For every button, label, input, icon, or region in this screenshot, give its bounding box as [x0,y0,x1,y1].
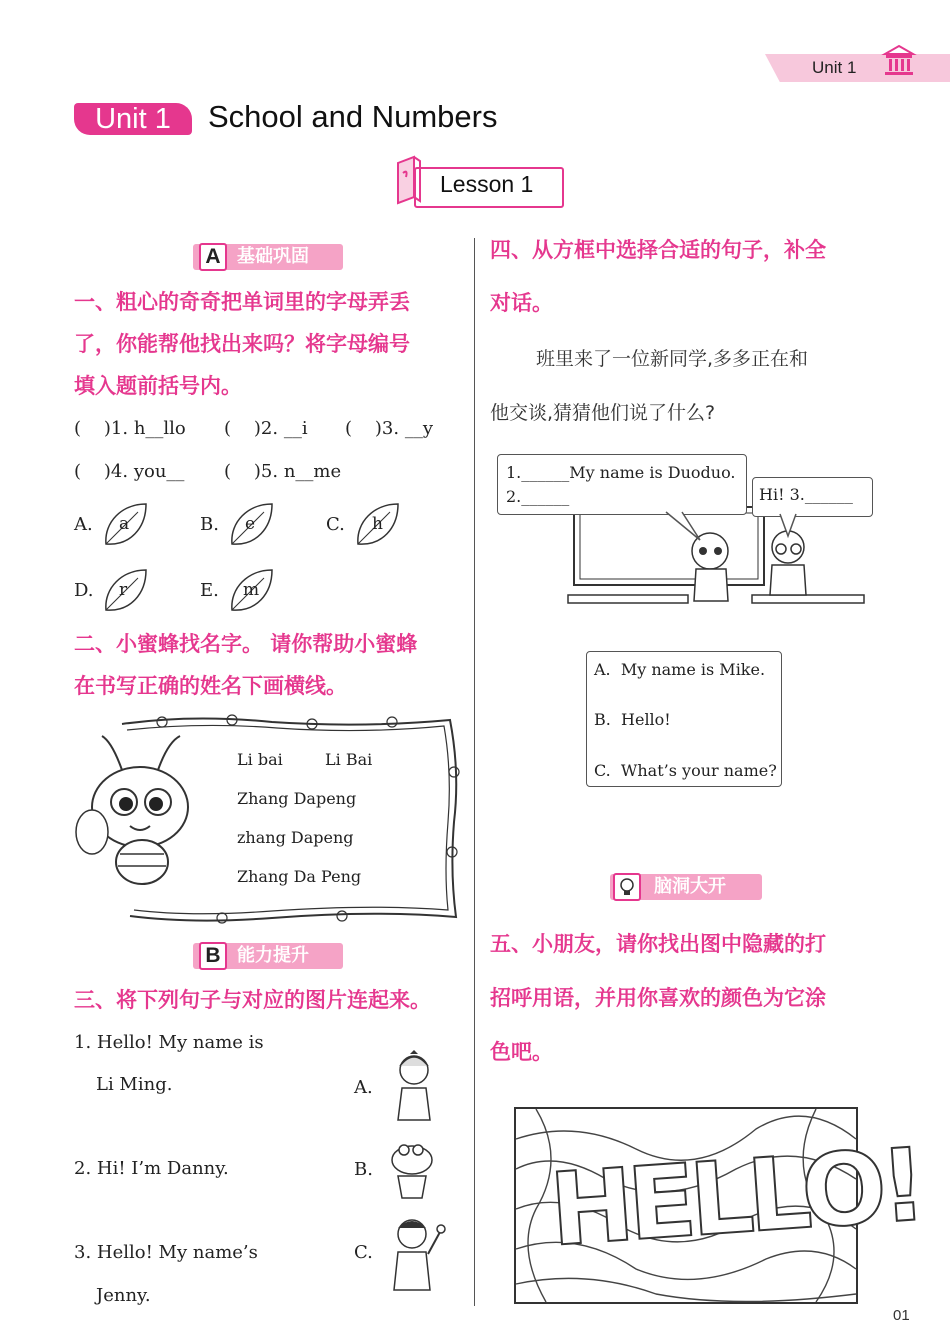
q3-sentence: 1. Hello! My name is [74,1032,264,1053]
lightbulb-icon [613,873,641,901]
hello-maze-illustration [514,1107,925,1304]
section-b-letter: B [199,942,227,970]
choice-item: B. Hello! [594,710,671,729]
bubble-right-text: Hi! 3.______ [759,485,853,504]
bubble-left-line: 2.______ [506,487,570,506]
crocodile-illustration [384,1138,440,1202]
q3-sentence: Li Ming. [96,1074,173,1095]
q3-sentence: 2. Hi! I’m Danny. [74,1158,229,1179]
q4-intro-line: 他交谈,猜猜他们说了什么? [490,402,716,424]
q3-sentence: Jenny. [96,1285,151,1306]
q1-option-label: D. [74,580,94,601]
q4-instruction-line: 四、从方框中选择合适的句子，补全 [490,238,826,262]
temple-icon [883,44,915,78]
page-title: School and Numbers [208,99,498,134]
q1-item: ( )3. __y [345,418,433,439]
q2-instruction-line: 二、小蜜蜂找名字。 请你帮助小蜜蜂 [74,632,418,656]
bee-name: Zhang Da Peng [237,867,362,886]
section-c-label: 脑洞大开 [654,876,726,897]
q1-option-label: C. [326,514,345,535]
bubble-tail [776,514,806,538]
q1-instruction-line: 填入题前括号内。 [74,374,242,398]
bubble-left-line: 1.______My name is Duoduo. [506,463,736,482]
q3-picture-label: C. [354,1242,373,1263]
unit-tab [765,54,950,82]
choice-item: A. My name is Mike. [594,660,766,679]
classroom-illustration [560,505,870,615]
bee-name: Li bai [237,750,283,769]
leaf-letter: r [119,580,128,600]
leaf-letter: h [372,514,383,534]
q1-instruction-line: 一、粗心的奇奇把单词里的字母弄丢 [74,290,410,314]
lesson-label: Lesson 1 [440,171,534,197]
q1-item: ( )4. you__ [74,461,185,482]
q3-picture-label: A. [354,1077,373,1098]
q1-item: ( )1. h__llo [74,418,186,439]
q3-picture-label: B. [354,1159,373,1180]
leaf-letter: e [245,514,256,534]
q1-instruction-line: 了，你能帮他找出来吗？将字母编号 [74,332,410,356]
unit-tab-label: Unit 1 [812,58,857,77]
book-icon [394,155,424,207]
hidden-word: HELLO! [546,1126,925,1269]
section-b-label: 能力提升 [237,945,309,966]
section-a-letter: A [199,243,227,271]
bee-name: zhang Dapeng [237,828,354,847]
q2-instruction-line: 在书写正确的姓名下画横线。 [74,674,347,698]
q3-instruction: 三、将下列句子与对应的图片连起来。 [74,988,431,1012]
leaf-letter: m [243,580,260,600]
section-a-label: 基础巩固 [237,246,309,267]
vine-frame-illustration [72,712,462,927]
unit-badge: Unit 1 [74,103,192,135]
q5-instruction-line: 五、小朋友，请你找出图中隐藏的打 [490,932,826,956]
leaf-letter: a [119,514,130,534]
q1-option-label: E. [200,580,219,601]
q4-intro-line: 班里来了一位新同学,多多正在和 [536,348,809,370]
bee-name: Zhang Dapeng [237,789,357,808]
q5-instruction-line: 色吧。 [490,1040,553,1064]
choice-item: C. What’s your name? [594,761,777,780]
q1-item: ( )5. n__me [224,461,342,482]
boy-illustration [388,1212,446,1294]
page-number: 01 [893,1307,910,1324]
bee-name: Li Bai [325,750,373,769]
q1-item: ( )2. __i [224,418,308,439]
bee-illustration [76,736,188,884]
bubble-tail [660,512,710,542]
q3-sentence: 3. Hello! My name’s [74,1242,258,1263]
q5-instruction-line: 招呼用语，并用你喜欢的颜色为它涂 [490,986,826,1010]
column-divider [474,238,475,1306]
girl-illustration [390,1048,438,1124]
q4-instruction-line: 对话。 [490,291,553,315]
q1-option-label: A. [74,514,93,535]
q1-option-label: B. [200,514,219,535]
